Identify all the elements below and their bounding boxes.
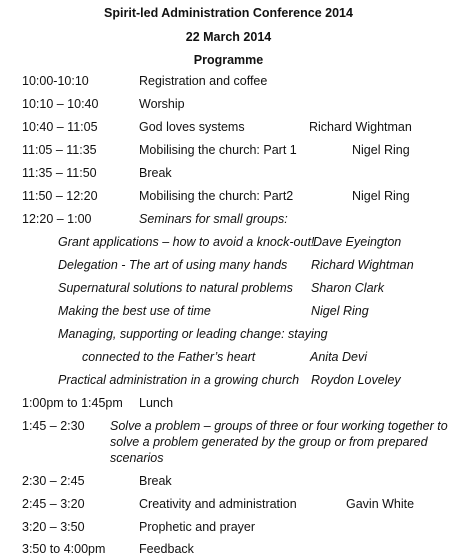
seminar-title: Supernatural solutions to natural problems xyxy=(58,281,293,295)
seminar-title: Delegation - The art of using many hands xyxy=(58,258,288,272)
schedule-activity: Worship xyxy=(139,97,185,111)
schedule-activity: Break xyxy=(139,474,172,488)
conference-date: 22 March 2014 xyxy=(185,30,272,44)
schedule-time: 12:20 – 1:00 xyxy=(22,212,92,226)
seminar-speaker: Richard Wightman xyxy=(311,258,414,272)
schedule-activity: Prophetic and prayer xyxy=(139,520,256,534)
seminar-speaker: Dave Eyeington xyxy=(313,235,402,249)
schedule-time: 10:10 – 10:40 xyxy=(22,97,99,111)
schedule-activity: Break xyxy=(139,166,172,180)
schedule-time: 11:05 – 11:35 xyxy=(22,143,97,157)
schedule-time: 2:45 – 3:20 xyxy=(22,497,85,511)
schedule-time: 3:20 – 3:50 xyxy=(22,520,85,534)
seminar-speaker: Sharon Clark xyxy=(311,281,384,295)
schedule-speaker: Nigel Ring xyxy=(352,143,410,157)
schedule-activity: Mobilising the church: Part2 xyxy=(139,189,294,203)
schedule-speaker: Richard Wightman xyxy=(309,120,412,134)
schedule-time: 1:45 – 2:30 xyxy=(22,419,85,433)
schedule-time: 11:50 – 12:20 xyxy=(22,189,98,203)
seminar-title: Practical administration in a growing church xyxy=(58,373,300,387)
schedule-activity: God loves systems xyxy=(139,120,245,134)
schedule-time: 3:50 to 4:00pm xyxy=(22,542,106,556)
seminar-speaker: Nigel Ring xyxy=(311,304,369,318)
seminar-title: Managing, supporting or leading change: staying xyxy=(58,327,328,341)
schedule-activity-line: Solve a problem – groups of three or four working together to xyxy=(110,419,448,433)
schedule-activity: Mobilising the church: Part 1 xyxy=(139,143,297,157)
seminar-speaker: Anita Devi xyxy=(310,350,367,364)
schedule-activity: Feedback xyxy=(139,542,194,556)
schedule-activity: Registration and coffee xyxy=(139,74,268,88)
conference-title: Spirit-led Administration Conference 2014 xyxy=(104,6,353,20)
schedule-activity-line: solve a problem generated by the group or from prepared xyxy=(110,435,428,449)
schedule-time: 2:30 – 2:45 xyxy=(22,474,85,488)
schedule-speaker: Gavin White xyxy=(346,497,415,511)
schedule-activity: Creativity and administration xyxy=(139,497,297,511)
seminar-title: Making the best use of time xyxy=(58,304,211,318)
schedule-speaker: Nigel Ring xyxy=(352,189,410,203)
schedule-time: 10:40 – 11:05 xyxy=(22,120,98,134)
schedule-time: 10:00-10:10 xyxy=(22,74,89,88)
seminar-speaker: Roydon Loveley xyxy=(311,373,401,387)
seminar-title: connected to the Father’s heart xyxy=(82,350,256,364)
seminar-title: Grant applications – how to avoid a knock-out! xyxy=(58,235,315,249)
schedule-activity: Seminars for small groups: xyxy=(139,212,288,226)
schedule-time: 11:35 – 11:50 xyxy=(22,166,97,180)
schedule-activity: Lunch xyxy=(139,396,174,410)
schedule-time: 1:00pm to 1:45pm xyxy=(22,396,123,410)
schedule-activity-line: scenarios xyxy=(110,451,164,465)
programme-heading: Programme xyxy=(193,53,264,67)
